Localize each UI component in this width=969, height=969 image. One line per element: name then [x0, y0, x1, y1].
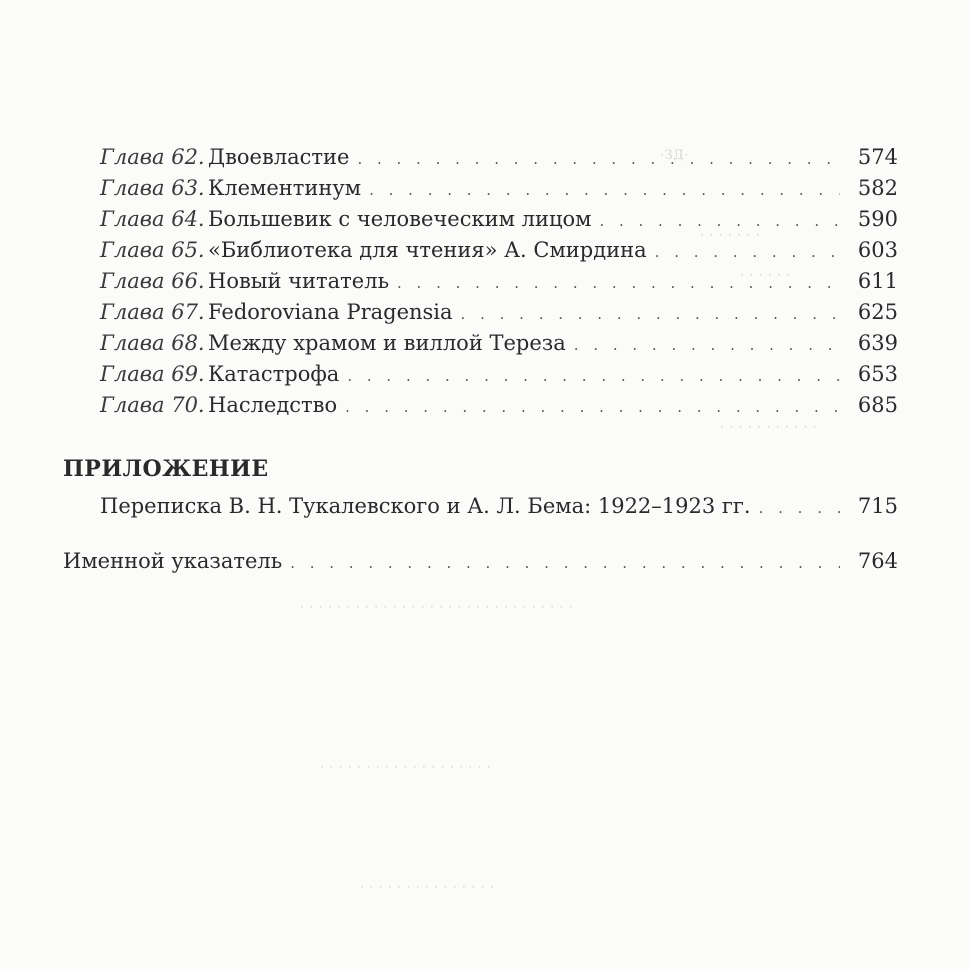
page-number: 603	[857, 238, 898, 262]
toc-entry-chapter-68	[100, 330, 898, 358]
toc-entry-chapter-62	[100, 144, 898, 172]
toc-entry-appendix-correspondence	[100, 493, 898, 521]
page-number: 611	[857, 269, 898, 293]
page-number: 625	[857, 300, 898, 324]
chapter-title: Новый читатель	[208, 269, 390, 293]
toc-entry-chapter-67	[100, 299, 898, 327]
toc-entry-chapter-66	[100, 268, 898, 296]
chapter-title: Катастрофа	[208, 362, 340, 386]
page-number: 639	[857, 331, 898, 355]
chapter-label: Глава 65.	[100, 238, 205, 262]
toc-entry-chapter-63	[100, 175, 898, 203]
chapter-title: Между храмом и виллой Тереза	[208, 331, 566, 355]
chapter-label: Глава 62.	[100, 145, 205, 169]
chapter-label: Глава 68.	[100, 331, 205, 355]
dot-leader	[461, 301, 840, 327]
dot-leader	[574, 332, 840, 358]
page-number: 685	[857, 393, 898, 417]
dot-leader	[290, 550, 840, 576]
dot-leader	[655, 239, 840, 265]
chapter-label: Глава 63.	[100, 176, 205, 200]
chapter-title: Клементинум	[208, 176, 362, 200]
page-number: 574	[857, 145, 898, 169]
toc-entry-name-index	[63, 548, 898, 576]
dot-leader	[369, 177, 840, 203]
dot-leader	[347, 363, 840, 389]
dot-leader	[357, 146, 840, 172]
toc-entry-chapter-69	[100, 361, 898, 389]
chapter-title: Двоевластие	[208, 145, 350, 169]
appendix-entry-title: Переписка В. Н. Тукалевского и А. Л. Бема: 1922–1923 гг.	[100, 494, 751, 518]
chapter-label: Глава 66.	[100, 269, 205, 293]
chapter-label: Глава 70.	[100, 393, 205, 417]
appendix-heading: ПРИЛОЖЕНИЕ	[63, 456, 269, 482]
chapter-title: Fedoroviana Pragensia	[208, 300, 453, 324]
chapter-label: Глава 67.	[100, 300, 205, 324]
chapter-title: Наследство	[208, 393, 338, 417]
page-number: 764	[857, 549, 898, 573]
chapter-title: «Библиотека для чтения» А. Смирдина	[208, 238, 647, 262]
toc-entry-chapter-70	[100, 392, 898, 420]
index-title: Именной указатель	[63, 549, 283, 573]
chapter-title: Большевик с человеческим лицом	[208, 207, 592, 231]
toc-entry-chapter-65	[100, 237, 898, 265]
toc-entry-chapter-64	[100, 206, 898, 234]
page-number: 582	[857, 176, 898, 200]
dot-leader	[599, 208, 840, 234]
chapter-label: Глава 69.	[100, 362, 205, 386]
page-number: 715	[857, 494, 898, 518]
dot-leader	[397, 270, 840, 296]
page-number: 590	[857, 207, 898, 231]
page-number: 653	[857, 362, 898, 386]
dot-leader	[345, 394, 840, 420]
dot-leader	[759, 495, 840, 521]
chapter-label: Глава 64.	[100, 207, 205, 231]
